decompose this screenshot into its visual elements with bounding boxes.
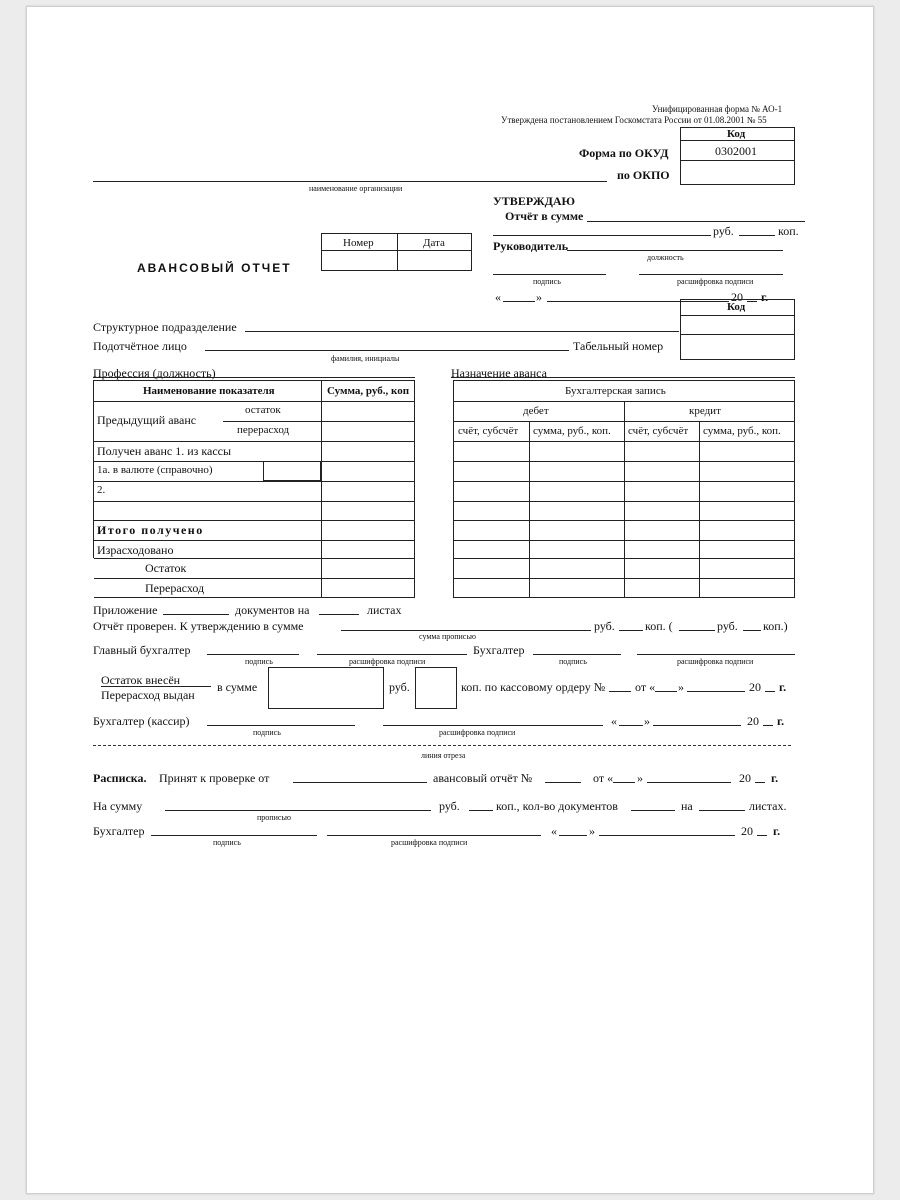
cut-line [93,745,791,746]
cashier-decoding-line[interactable] [383,725,603,726]
prev-balance-label: остаток [245,404,281,416]
number-header: Номер [343,237,374,249]
report-sum-label: Отчёт в сумме [505,209,584,223]
document-sheet: Унифицированная форма № АО-1 Утверждена постановлением Госкомстата России от 01.08.2001 № 55 Код 0302001 Форма по ОКУД по ОКПО наименование организации УТВЕРЖДАЮ Отчёт в сумме руб. коп. Руководитель должность подпись расшифровка подписи « » 20 г. АВАНСОВЫЙ ОТЧЕТ Номер Дата Код Структурное подразделение Подотчётное лицо Табельный номер фамилия, инициалы Профессия (должность) Назначение аванса Наименование показателя Сумма, руб., коп Предыдущий аванс остаток перерасход Получен аванс 1. из кассы 1а. в валюте (справочно) 2. Итого получено Израсходовано Остаток Перерасход Бухгалтерская запись дебет кредит счёт, субсчёт сумма, руб., коп. счёт, субсчёт сумма, руб., коп. Приложение документов на листах Отчёт проверен. К утверждению в сумме руб. коп. ( руб. коп.) сумма прописью Главный бухгалтер Бухгалтер подпись расшифровка подписи подпись расшифровка подписи Остаток внесён Перерасход выдан в сумме руб. коп. по кассовому ордеру № от « » 20 г. Бухгалтер (кассир) « » 20 г. подпись расшифровка подписи линия отреза Расписка. Принят к проверке от авансовый отчёт № от « » 20 г. На сумму руб. коп., кол-во документов на листах. прописью Бухгалтер « » 20 г. подпись расшифровка подписи [26,6,874,1194]
report-sum-line-2[interactable] [493,235,711,236]
head-signature-line[interactable] [493,274,606,275]
accountable-label: Подотчётное лицо [93,339,187,353]
head-decoding-line[interactable] [639,274,783,275]
row-2-label: 2. [97,484,106,496]
accountant-label: Бухгалтер [473,643,525,657]
okud-value: 0302001 [715,144,757,158]
code-header: Код [727,128,746,140]
profession-line[interactable] [93,377,415,378]
accounting-header: Бухгалтерская запись [565,385,666,397]
approval-year: 20 [731,290,743,304]
signature-caption: подпись [533,277,561,286]
receipt-accept-date-line[interactable] [293,782,427,783]
col-indicator: Наименование показателя [143,385,275,397]
org-name-line[interactable] [93,181,607,182]
date-header: Дата [423,237,445,249]
receipt-sum-line[interactable] [165,810,431,811]
approved-by-label: Утверждена постановлением Госкомстата России от 01.08.2001 № 55 [501,115,767,125]
report-sum-line[interactable] [587,221,805,222]
prev-advance-label: Предыдущий аванс [97,413,197,427]
head-position-line[interactable] [567,250,783,251]
position-caption: должность [647,253,684,262]
checked-label: Отчёт проверен. К утверждению в сумме [93,619,304,633]
advance-purpose-label: Назначение аванса [451,366,547,380]
receipt-doc-count-line[interactable] [631,810,675,811]
receipt-accountant-label: Бухгалтер [93,824,145,838]
attachment-sheets-line[interactable] [319,614,359,615]
decoding-caption: расшифровка подписи [677,277,754,286]
receipt-label: Расписка. [93,771,147,785]
prev-overspend-label: перерасход [237,424,290,436]
checked-sum-line[interactable] [341,630,591,631]
chief-accountant-label: Главный бухгалтер [93,643,191,657]
attachment-count-line[interactable] [163,614,229,615]
okud-label: Форма по ОКУД [579,146,669,160]
receipt-on-sum-label: На сумму [93,799,143,813]
accountant-cashier-label: Бухгалтер (кассир) [93,714,190,728]
approval-rub: руб. [713,224,734,238]
balance-deposited-label: Остаток внесён [101,673,181,687]
credit-account-header: счёт, субсчёт [628,425,689,437]
receipt-decoding-line[interactable] [327,835,541,836]
currency-label: 1а. в валюте (справочно) [97,464,213,476]
credit-sum-header: сумма, руб., коп. [703,425,781,437]
employee-code-header: Код [727,301,746,313]
chief-decoding-line[interactable] [317,654,467,655]
name-caption: фамилия, инициалы [331,354,400,363]
documents-on-label: документов на [235,603,310,617]
approve-label: УТВЕРЖДАЮ [493,194,576,208]
unified-form-label: Унифицированная форма № АО-1 [652,104,783,114]
cash-sum-rub-box[interactable] [268,667,384,709]
total-received-label: Итого получено [97,523,204,537]
department-line[interactable] [245,331,679,332]
accountant-decoding-line[interactable] [637,654,795,655]
credit-header: кредит [689,405,721,417]
sheets-label: листах [367,603,402,617]
receipt-accepted-label: Принят к проверке от [159,771,270,785]
overspend-label: Перерасход [145,581,205,595]
debit-sum-header: сумма, руб., коп. [533,425,611,437]
approval-kop: коп. [778,224,799,238]
overspend-paid-label: Перерасход выдан [101,688,195,702]
debit-header: дебет [523,405,549,417]
receipt-sheets-line[interactable] [699,810,745,811]
balance-label: Остаток [145,561,187,575]
page-title: АВАНСОВЫЙ ОТЧЕТ [137,261,292,275]
sum-words-caption: сумма прописью [419,632,476,641]
org-caption: наименование организации [309,184,403,193]
accountable-line[interactable] [205,350,569,351]
approval-day-line[interactable] [503,301,535,302]
cash-sum-kop-box[interactable] [415,667,457,709]
chief-signature-line[interactable] [207,654,299,655]
receipt-signature-line[interactable] [151,835,317,836]
currency-cell[interactable] [263,461,321,481]
spent-label: Израсходовано [97,543,174,557]
advance-purpose-line[interactable] [451,377,795,378]
cut-line-caption: линия отреза [421,751,466,760]
attachment-label: Приложение [93,603,158,617]
okpo-label: по ОКПО [617,168,670,182]
debit-account-header: счёт, субсчёт [458,425,519,437]
cash-order-number-line[interactable] [609,691,631,692]
received-label: Получен аванс 1. из кассы [97,444,232,458]
department-label: Структурное подразделение [93,320,237,334]
receipt-report-number-line[interactable] [545,782,581,783]
accountant-signature-line[interactable] [533,654,621,655]
cashier-signature-line[interactable] [207,725,355,726]
approval-kop-line[interactable] [739,235,775,236]
personnel-number-label: Табельный номер [573,339,664,353]
head-label: Руководитель [493,239,569,253]
col-sum: Сумма, руб., коп [327,385,410,397]
profession-label: Профессия (должность) [93,366,216,380]
in-sum-label: в сумме [217,680,258,694]
